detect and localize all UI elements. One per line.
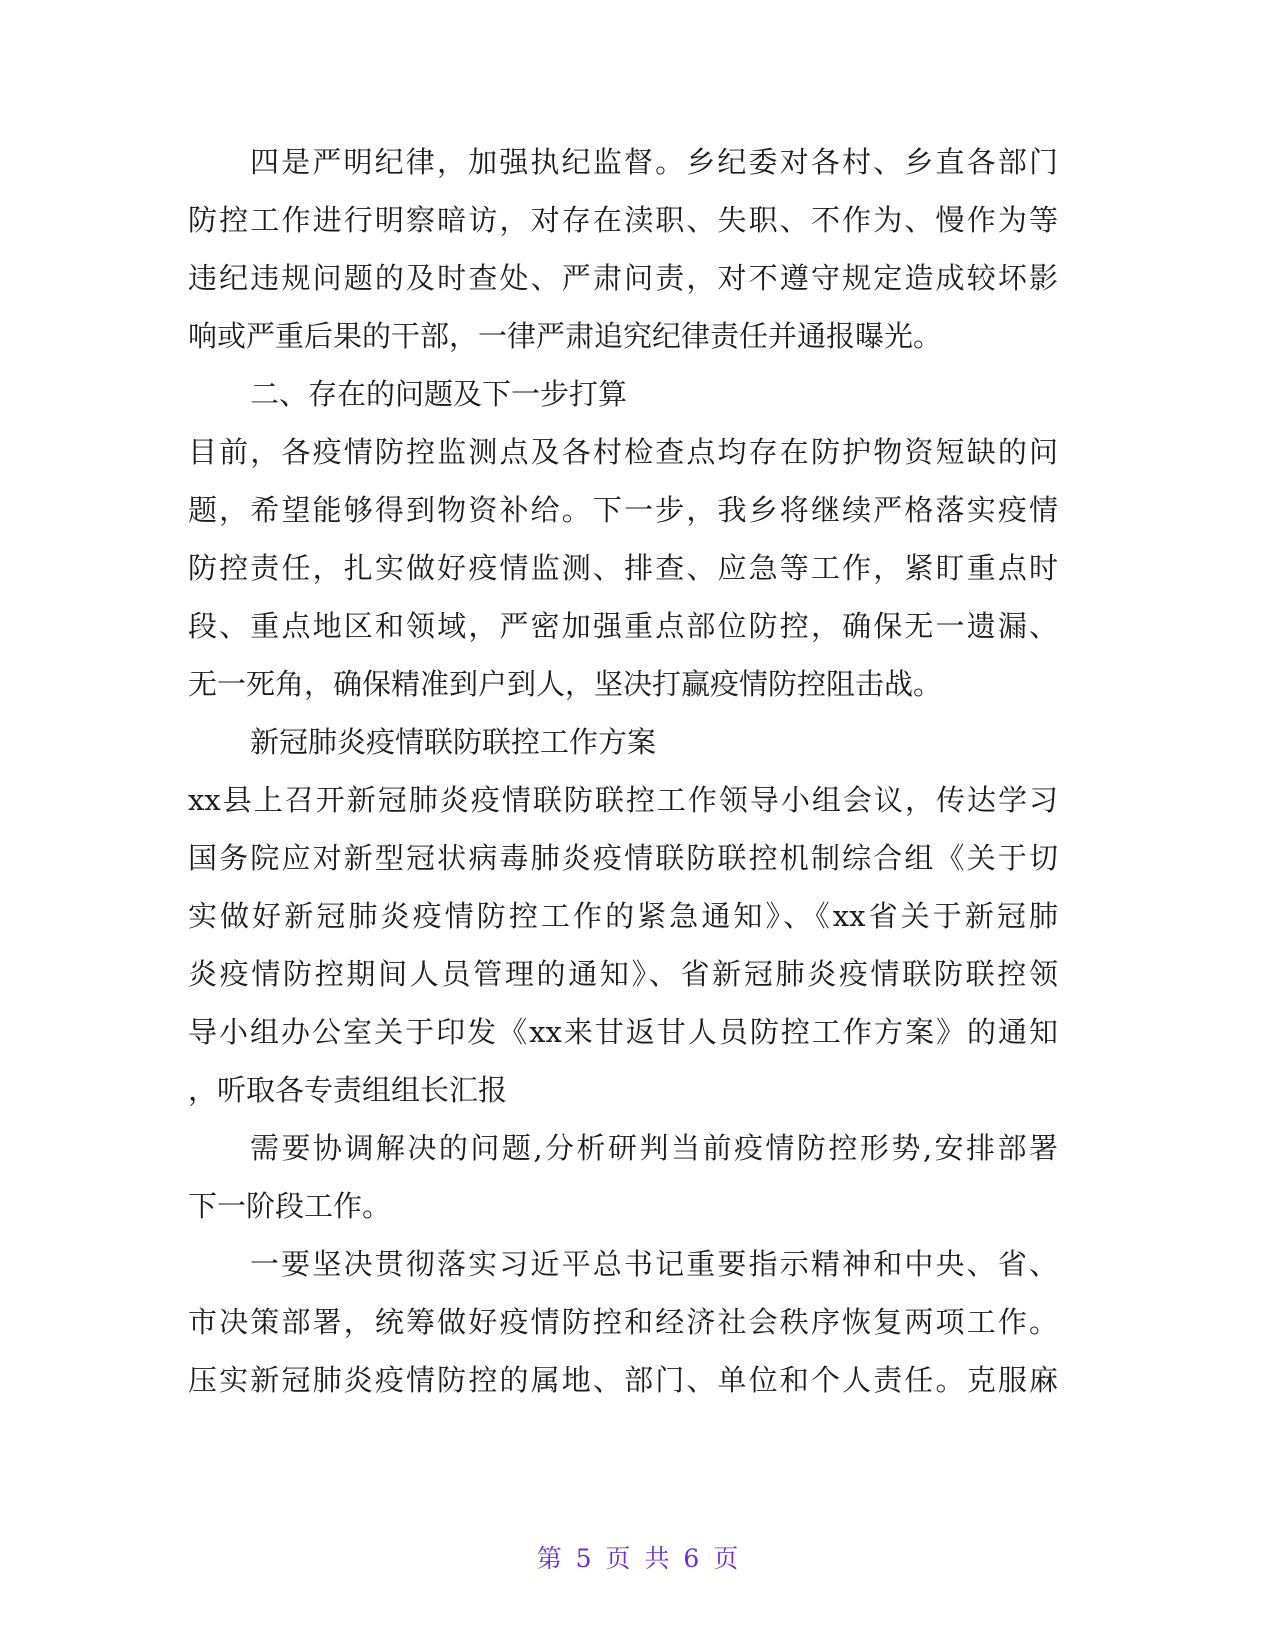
paragraph-line: 实做好新冠肺炎疫情防控工作的紧急通知》、《xx省关于新冠肺 (188, 899, 1058, 933)
paragraph-line: 国务院应对新型冠状病毒肺炎疫情联防联控机制综合组《关于切 (188, 841, 1058, 875)
paragraph-line: 段、重点地区和领域，严密加强重点部位防控，确保无一遗漏、 (188, 609, 1058, 643)
paragraph-line: 压实新冠肺炎疫情防控的属地、部门、单位和个人责任。克服麻 (188, 1363, 1058, 1397)
paragraph-line: 下一阶段工作。 (188, 1189, 392, 1223)
section-heading: 二、存在的问题及下一步打算 (250, 377, 628, 411)
paragraph-line: 需要协调解决的问题,分析研判当前疫情防控形势,安排部署 (250, 1131, 1058, 1165)
paragraph-line: 炎疫情防控期间人员管理的通知》、省新冠肺炎疫情联防联控领 (188, 957, 1058, 991)
paragraph-line: 一要坚决贯彻落实习近平总书记重要指示精神和中央、省、 (250, 1247, 1058, 1281)
paragraph-line: ，听取各专责组组长汇报 (188, 1073, 508, 1107)
paragraph-line: 目前，各疫情防控监测点及各村检查点均存在防护物资短缺的问 (188, 435, 1058, 469)
paragraph-line: 题，希望能够得到物资补给。下一步，我乡将继续严格落实疫情 (188, 493, 1058, 527)
paragraph-line: xx县上召开新冠肺炎疫情联防联控工作领导小组会议，传达学习 (188, 783, 1058, 817)
section-heading: 新冠肺炎疫情联防联控工作方案 (250, 725, 657, 759)
paragraph-line: 防控工作进行明察暗访，对存在渎职、失职、不作为、慢作为等 (188, 203, 1058, 237)
paragraph-line: 无一死角，确保精准到户到人，坚决打赢疫情防控阻击战。 (188, 667, 943, 701)
paragraph-line: 违纪违规问题的及时查处、严肃问责，对不遵守规定造成较坏影 (188, 261, 1058, 295)
paragraph-line: 防控责任，扎实做好疫情监测、排查、应急等工作，紧盯重点时 (188, 551, 1058, 585)
paragraph-line: 市决策部署，统筹做好疫情防控和经济社会秩序恢复两项工作。 (188, 1305, 1058, 1339)
page-number-footer: 第 5 页 共 6 页 (536, 1544, 739, 1573)
paragraph-line: 响或严重后果的干部，一律严肃追究纪律责任并通报曝光。 (188, 319, 943, 353)
paragraph-line: 四是严明纪律，加强执纪监督。乡纪委对各村、乡直各部门 (250, 145, 1058, 179)
paragraph-line: 导小组办公室关于印发《xx来甘返甘人员防控工作方案》的通知 (188, 1015, 1058, 1049)
